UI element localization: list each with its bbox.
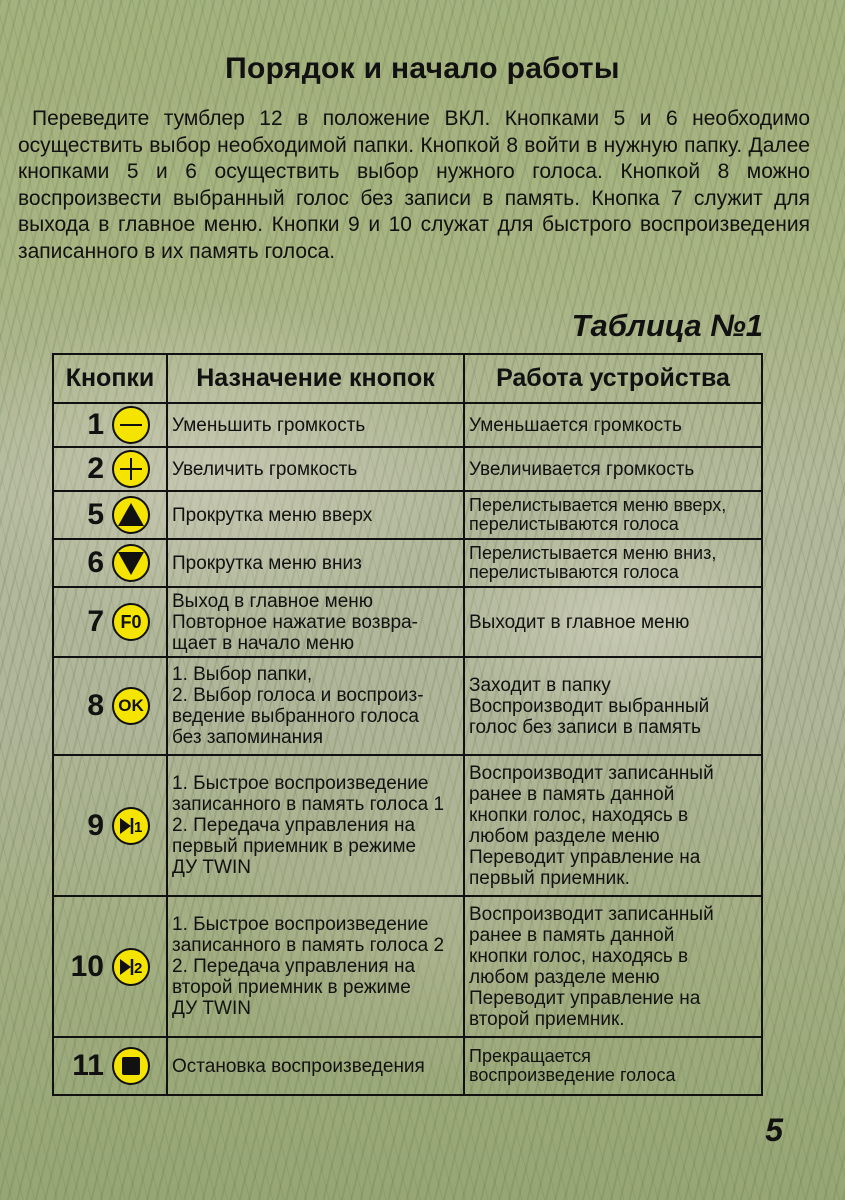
result-line: ранее в память данной [469,924,675,946]
purpose-line: Повторное нажатие возвра- [172,611,419,633]
result-line: Переводит управление на [469,846,701,868]
button-cell [53,539,167,587]
purpose-line: 2. Передача управления на [172,956,416,977]
page-title: Порядок и начало работы [225,52,620,85]
purpose-line: записанного в память голоса 1 [172,794,445,815]
result-line: Перелистывается меню вверх, [469,495,727,515]
purpose-line: без запоминания [172,727,324,748]
result-line: Воспроизводит записанный [469,762,714,784]
result-line: Увеличивается громкость [469,458,695,480]
result-cell [464,896,762,1037]
purpose-cell [167,539,464,587]
purpose-line: записанного в память голоса 2 [172,935,445,956]
button-number: 9 [87,808,104,842]
purpose-line: 2. Выбор голоса и воспроиз- [172,685,424,706]
result-line: Уменьшается громкость [469,414,682,436]
purpose-line: первый приемник в режиме [172,836,417,857]
result-line: первый приемник. [469,867,630,889]
play-2-icon [112,948,150,986]
button-cell [53,657,167,755]
table-row [53,447,762,491]
page-number: 5 [765,1112,783,1148]
purpose-cell [167,755,464,896]
result-line: Прекращается [469,1046,591,1066]
purpose-cell [167,1037,464,1095]
intro-paragraph: Переведите тумблер 12 в положение ВКЛ. Кнопками 5 и 6 необходимо осуществить выбор необходимой папки. Кнопкой 8 войти в нужную папку. Далее кнопками 5 и 6 осуществить выбор нужного голоса. Кнопкой 8 можно воспроизвести выбранный голос без записи в память. Кнопка 7 служит для выхода в главное меню. Кнопки 9 и 10 служат для быстрого воспроизведения записанного в их память голоса. [18,107,810,263]
result-line: любом разделе меню [469,825,660,847]
result-cell [464,755,762,896]
result-cell [464,657,762,755]
ok-icon: OK [112,687,150,725]
button-cell [53,1037,167,1095]
header-buttons: Кнопки [53,354,167,403]
table-caption: Таблица №1 [571,308,763,343]
result-line: перелистываются голоса [469,562,679,582]
result-line: перелистываются голоса [469,514,679,534]
purpose-line: 1. Быстрое воспроизведение [172,773,429,794]
button-number: 5 [87,498,104,531]
purpose-cell [167,491,464,539]
button-cell [53,491,167,539]
minus-icon [112,406,150,444]
button-number: 6 [87,546,104,579]
result-cell [464,447,762,491]
purpose-cell [167,403,464,447]
table-row [53,755,762,896]
purpose-cell [167,587,464,657]
result-line: Заходит в папку [469,674,611,696]
purpose-line: Прокрутка меню вверх [172,504,373,526]
play-1-icon [112,807,150,845]
result-line: Воспроизводит записанный [469,903,714,925]
result-cell [464,403,762,447]
triangle-down-icon [112,544,150,582]
f0-icon: F0 [112,603,150,641]
result-line: любом разделе меню [469,966,660,988]
purpose-line: Остановка воспроизведения [172,1055,425,1077]
stop-icon [112,1047,150,1085]
button-number: 8 [87,689,104,722]
buttons-table [52,353,763,1096]
purpose-line: 1. Быстрое воспроизведение [172,914,429,935]
purpose-line: 1. Выбор папки, [172,664,313,685]
purpose-cell [167,896,464,1037]
result-line: кнопки голос, находясь в [469,804,689,826]
result-cell [464,587,762,657]
play-icon-digit: 2 [134,959,143,977]
button-number: 10 [70,949,104,983]
result-cell [464,539,762,587]
button-cell [53,447,167,491]
play-icon-digit: 1 [134,818,143,836]
triangle-up-icon [112,496,150,534]
plus-icon [112,450,150,488]
result-line: ранее в память данной [469,783,675,805]
table-row [53,896,762,1037]
result-line: Воспроизводит выбранный [469,695,710,717]
result-line: кнопки голос, находясь в [469,945,689,967]
purpose-line: ДУ TWIN [172,857,251,878]
result-line: Переводит управление на [469,987,701,1009]
button-number: 2 [87,452,104,485]
table-row [53,657,762,755]
purpose-cell [167,447,464,491]
header-result: Работа устройства [464,354,762,403]
button-number: 11 [72,1049,104,1082]
purpose-line: Увеличить громкость [172,458,358,480]
table-row [53,587,762,657]
purpose-line: Прокрутка меню вниз [172,552,362,574]
table-header-row [53,354,762,403]
result-line: воспроизведение голоса [469,1065,676,1085]
result-line: голос без записи в память [469,716,701,738]
table-row [53,539,762,587]
purpose-line: щает в начало меню [172,632,355,654]
result-line: Перелистывается меню вниз, [469,543,717,563]
result-line: второй приемник. [469,1008,625,1030]
button-cell [53,755,167,896]
purpose-line: Выход в главное меню [172,590,374,612]
purpose-line: ведение выбранного голоса [172,706,419,727]
purpose-line: Уменьшить громкость [172,414,366,436]
button-cell [53,403,167,447]
purpose-cell [167,657,464,755]
button-cell [53,896,167,1037]
button-cell [53,587,167,657]
table-row [53,403,762,447]
header-purpose: Назначение кнопок [167,354,464,403]
button-number: 1 [87,408,104,441]
table-row [53,491,762,539]
purpose-line: ДУ TWIN [172,998,251,1019]
result-cell [464,491,762,539]
purpose-line: второй приемник в режиме [172,977,411,998]
button-number: 7 [87,605,104,638]
purpose-line: 2. Передача управления на [172,815,416,836]
result-line: Выходит в главное меню [469,611,690,633]
table-row [53,1037,762,1095]
result-cell [464,1037,762,1095]
